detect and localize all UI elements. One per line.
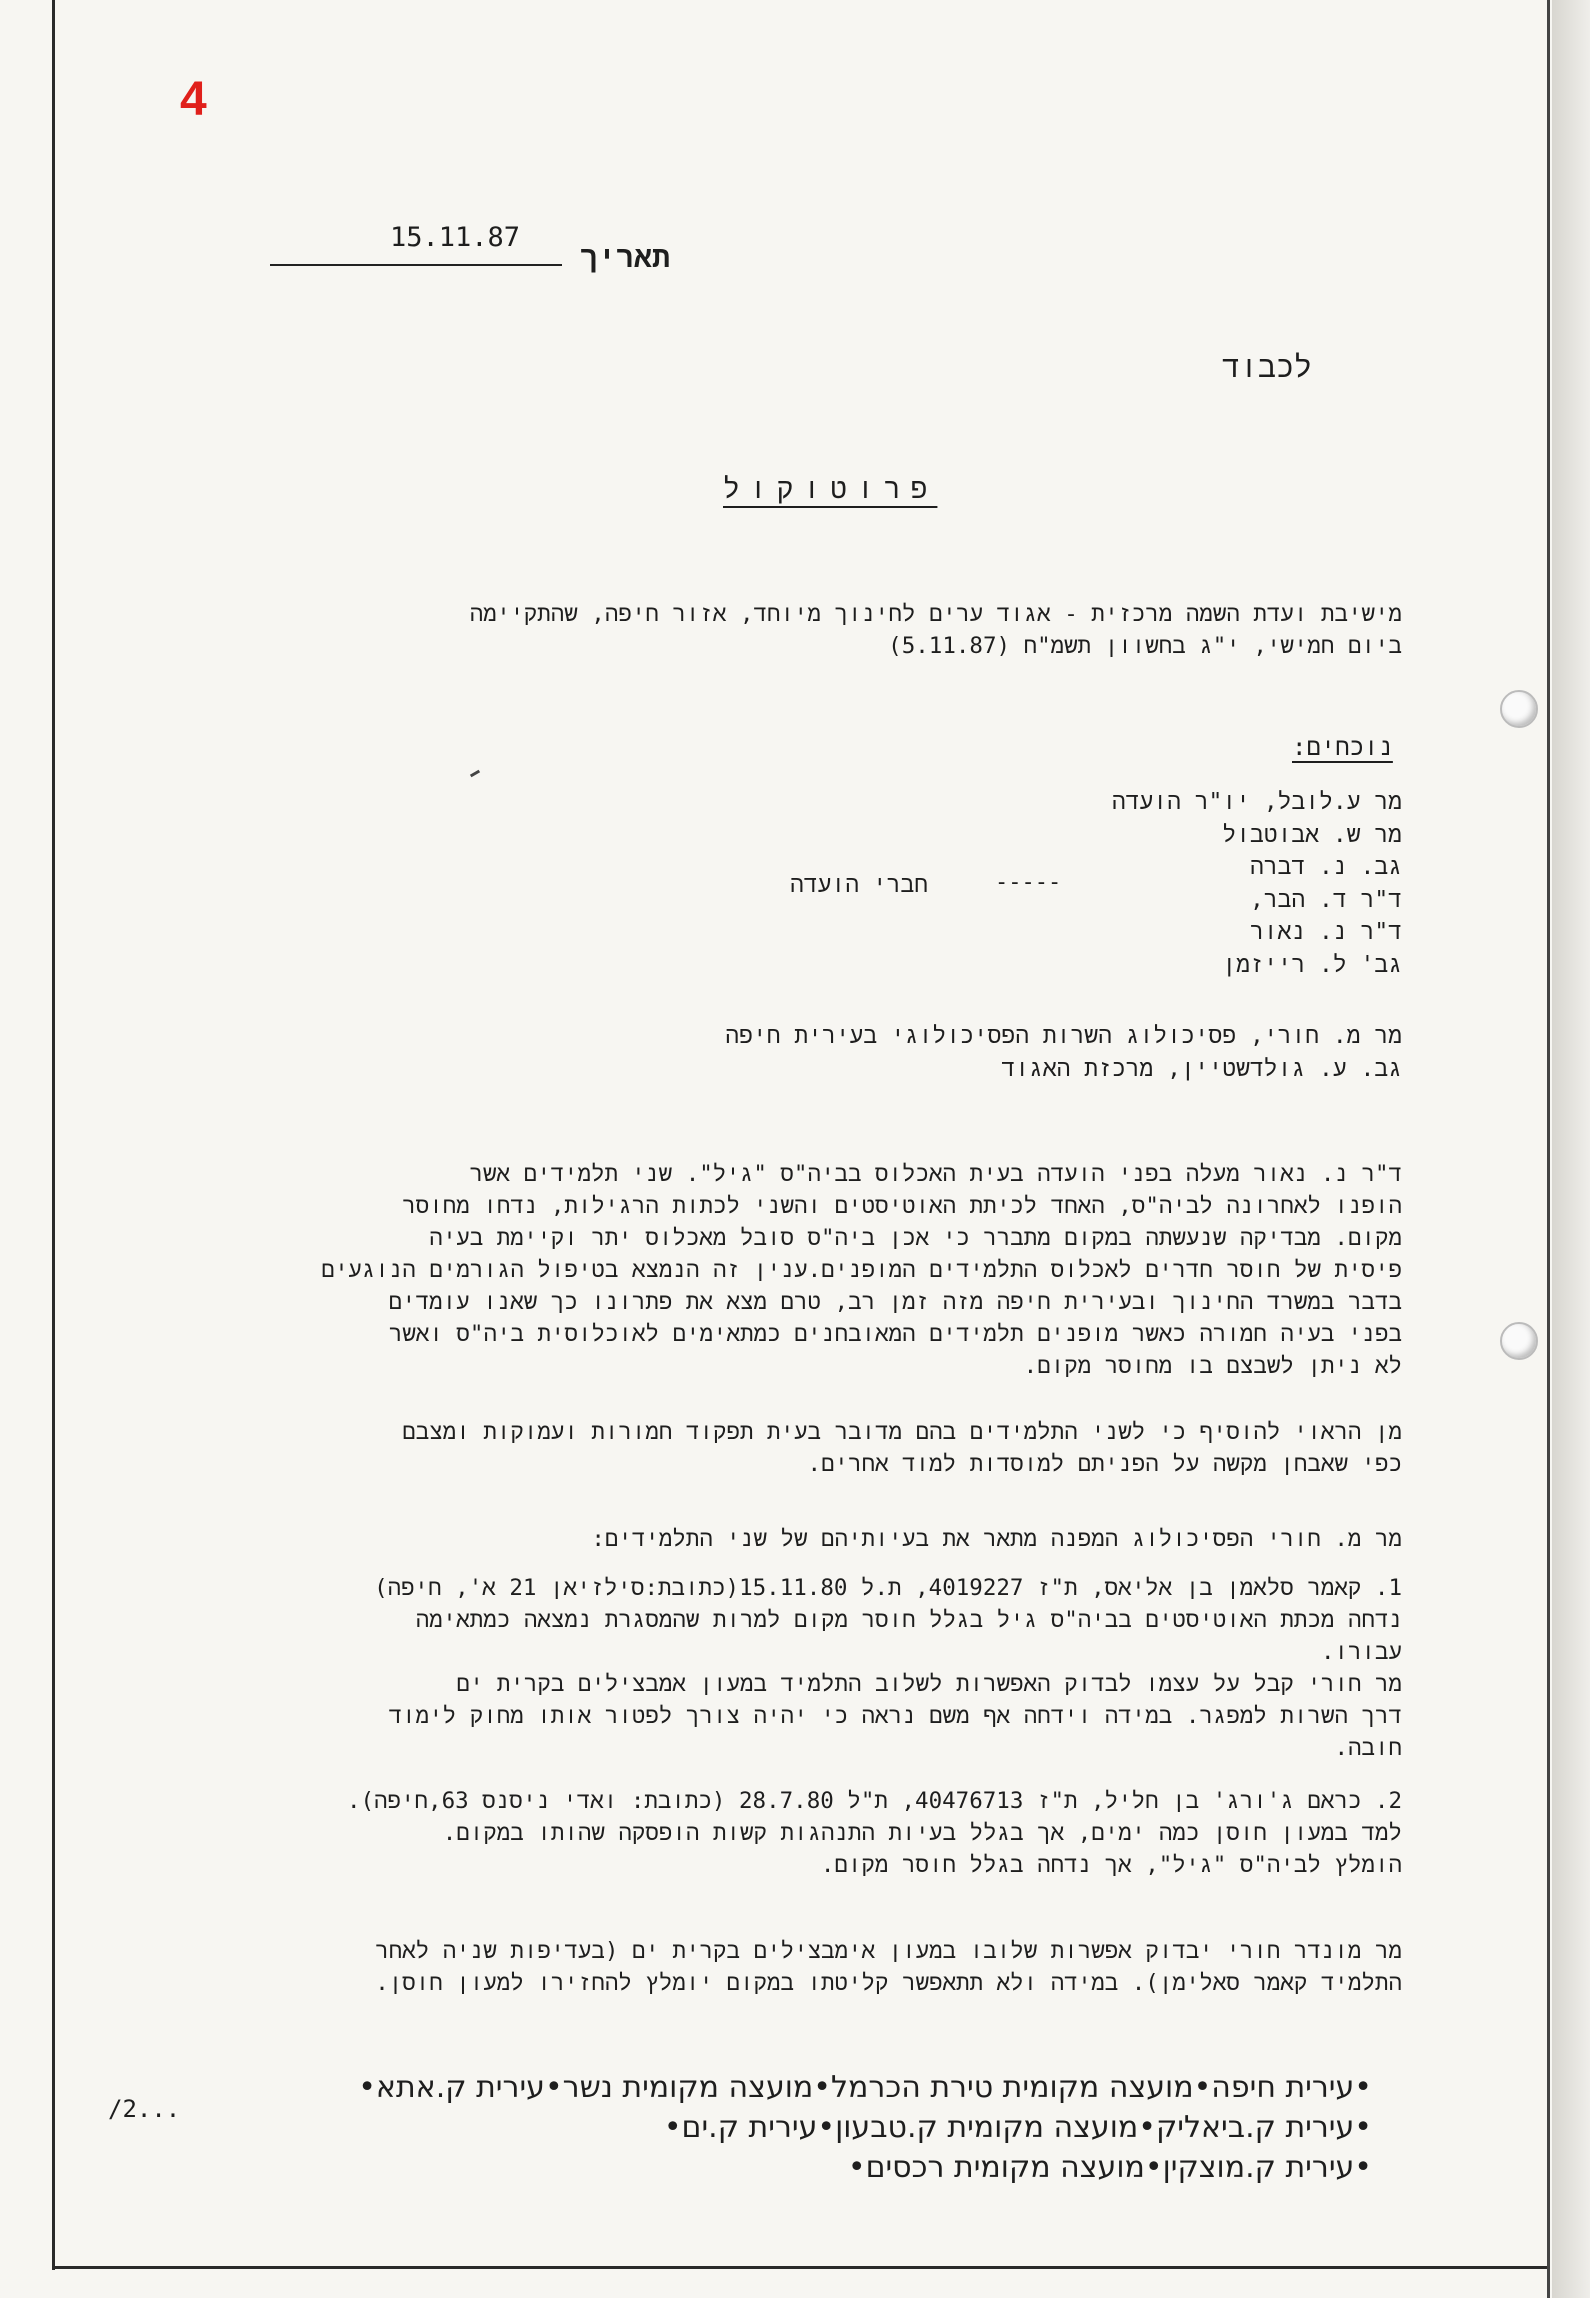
member-item: ד"ר נ. נאור — [1249, 919, 1402, 945]
body-paragraph: מר מונדר חורי יבדוק אפשרות שלובו במעון אימבצילים בקרית ים (בעדיפות שניה לאחר התלמיד קאמר סאלימן). במידה ולא תתאפשר קליטתו במקום יומלץ להחזירו למעון חוסן. — [375, 1938, 1402, 1996]
footer-line: •עירית ק.מוצקין•מועצה מקומית רכסים• — [847, 2150, 1372, 2185]
page-number: 4 — [180, 73, 207, 126]
intro-paragraph: מישיבת ועדת השמה מרכזית - אגוד ערים לחינוך מיוחד, אזור חיפה, שהתקיימה ביום חמישי, י"ג בחשוון תשמ"ח (5.11.87) — [469, 601, 1402, 659]
document-title: פרוטוקול — [723, 472, 938, 505]
date-label: תאריך — [579, 240, 670, 275]
member-item: ד"ר ד. הבר, — [1249, 886, 1402, 913]
guest-item: מר מ. חורי, פסיכולוג השרות הפסיכולוגי בעירית חיפה — [725, 1023, 1402, 1049]
body-paragraph: מן הראוי להוסיף כי לשני התלמידים בהם מדובר בעית תפקוד חמורות ועמוקות ומצבם כפי שאבחן מקשה על הפניתם למוסדות למוד אחרים. — [402, 1419, 1402, 1477]
page-border-left — [52, 0, 55, 2270]
list-item-1: 1. קאמר סלאמן בן אליאס, ת"ז 4019227, ת.ל 15.11.80(כתובת:סילזיאן 21 א', חיפה) נדחה מכתת האוטיסטים בביה"ס גיל בגלל חוסר מקום למרות שהמסגרת נמצאה כמתאימה עבורו. מר חורי קבל על עצמו לבדוק האפשרות לשלוב התלמיד במעון אמבצילים בקרית ים דרך השרות למפגר. במידה וידחה אף משם נראה כי יהיה צורך לפטור אותו מחוק לימוד חובה. — [374, 1575, 1402, 1761]
punch-hole-icon — [1500, 690, 1538, 728]
body-paragraph: ד"ר נ. נאור מעלה בפני הועדה בעית האכלוס בביה"ס "גיל". שני תלמידים אשר הופנו לאחרונה לביה"ס, האחד לכיתת האוטיסטים והשני לכתות הרגילות, נדחו מחוסר מקום. מבדיקה שנעשתה במקום מתברר כי אכן ביה"ס סובל מאכלוס יתר וקיימת בעיה פיסית של חוסר חדרים לאכלוס התלמידים המופנים.ענין זה הנמצא בטיפול הגורמים הנוגעים בדבר במשרד החינוך ובעירית חיפה מזה זמן רב, טרם מצא את פתרונו כך שאנו עומדים בפני בעיה חמורה כאשר מופנים תלמידים המאובחנים כמתאימים לאוכלוסית ביה"ס ואשר לא ניתן לשבצם בו מחוסר מקום. — [321, 1161, 1402, 1379]
page-border-right — [1547, 0, 1550, 2298]
members-group-label: חברי הועדה — [790, 872, 929, 898]
member-item: מר ש. אבוטבול — [1222, 821, 1402, 848]
page-border-bottom — [52, 2266, 1547, 2269]
footer-line: •עירית חיפה•מועצה מקומית טירת הכרמל•מועצה מקומית נשר•עירית ק.אתא• — [358, 2070, 1372, 2105]
ink-mark — [470, 770, 480, 778]
body-paragraph: מר מ. חורי הפסיכולוג המפנה מתאר את בעיותיהם של שני התלמידים: — [591, 1526, 1402, 1552]
date-field — [270, 222, 670, 275]
members-list — [900, 786, 1402, 981]
date-underline — [270, 264, 562, 266]
list-item-2: 2. כראם ג'ורג' בן חליל, ת"ז 40476713, ת"ל 28.7.80 (כתובת: ואדי ניסנס 63,חיפה). למד במעון חוסן כמה ימים, אך בגלל בעיות התנהגות קשות הופסקה שהותו במקום. הומלץ לביה"ס "גיל", אך נדחה בגלל חוסר מקום. — [346, 1788, 1402, 1878]
footer-line: •עירית ק.ביאליק•מועצה מקומית ק.טבעון•עירית ק.ים• — [663, 2110, 1372, 2145]
page-edge-shadow — [1552, 0, 1590, 2298]
member-item: גב' ל. רייזמן — [1222, 951, 1402, 978]
present-heading: נוכחים: — [1292, 733, 1393, 761]
members-dash: ----- — [995, 870, 1062, 895]
member-item: גב. נ. דברה — [1249, 854, 1402, 880]
punch-hole-icon — [1500, 1322, 1538, 1360]
date-value: 15.11.87 — [390, 222, 521, 253]
addressee-label: לכבוד — [1222, 350, 1313, 385]
member-item: מר ע.לובל, יו"ר הועדה — [1111, 789, 1402, 815]
continued-page-marker: /2... — [108, 2095, 181, 2123]
guest-item: גב. ע. גולדשטיין, מרכזת האגוד — [1001, 1056, 1402, 1082]
